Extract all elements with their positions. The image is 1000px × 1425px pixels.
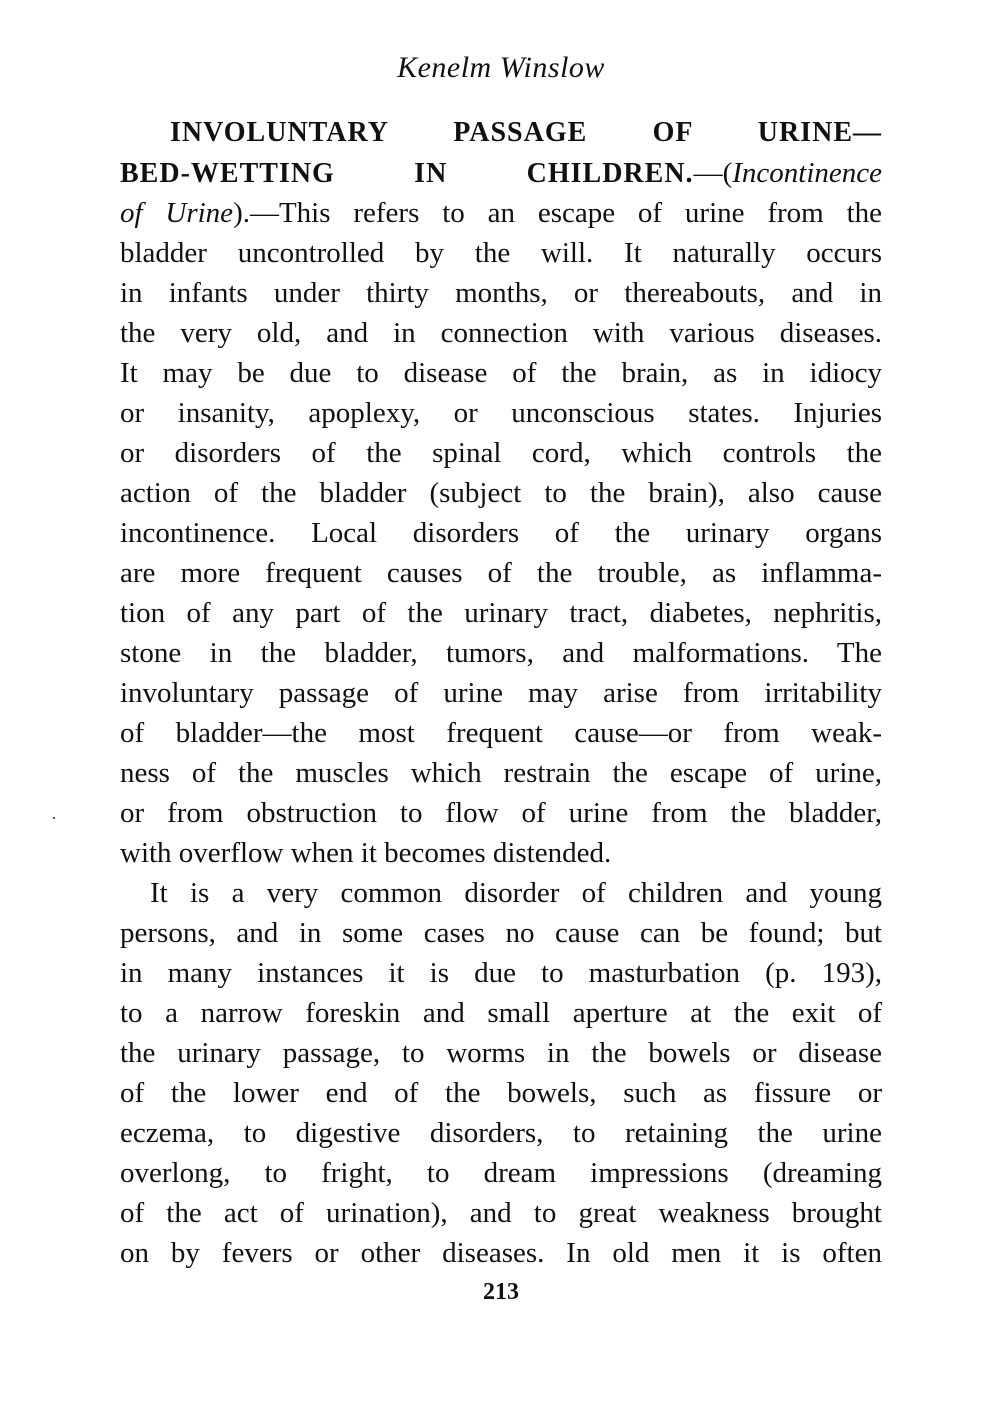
subtitle-rest: ).—This refers to an escape of urine from the (233, 197, 882, 229)
paragraph-1-line: or insanity, apoplexy, or unconscious states. Injuries (120, 397, 882, 429)
subtitle-line (120, 193, 882, 233)
heading-italic-term: Incontinence (732, 157, 882, 189)
paragraph-2-line: of the lower end of the bowels, such as fissure or (120, 1077, 882, 1109)
paragraph-1-line: or from obstruction to flow of urine from the bladder, (120, 797, 882, 829)
paragraph-2-line: of the act of urination), and to great weakness brought (120, 1197, 882, 1229)
paragraph-2-line: on by fevers or other diseases. In old men it is often (120, 1237, 882, 1269)
section-heading-line-2 (120, 153, 882, 193)
paragraph-1-line: It may be due to disease of the brain, as in idiocy (120, 357, 882, 389)
paragraph-2-line: to a narrow foreskin and small aperture at the exit of (120, 997, 882, 1029)
paragraph-1-line: involuntary passage of urine may arise from irritability (120, 677, 882, 709)
page-number: 213 (483, 1279, 519, 1305)
paragraph-1-line: or disorders of the spinal cord, which controls the (120, 437, 882, 469)
heading-dash: —( (693, 157, 733, 189)
paragraph-1-line: incontinence. Local disorders of the urinary organs (120, 517, 882, 549)
paragraph-1-line: the very old, and in connection with various diseases. (120, 317, 882, 349)
paragraph-2-line: eczema, to digestive disorders, to retaining the urine (120, 1117, 882, 1149)
paragraph-2-line: the urinary passage, to worms in the bowels or disease (120, 1037, 882, 1069)
paragraph-1-line: bladder uncontrolled by the will. It naturally occurs (120, 237, 882, 269)
scan-speck (53, 817, 55, 819)
paragraph-1-line: tion of any part of the urinary tract, diabetes, nephritis, (120, 597, 882, 629)
section-heading-line-1: INVOLUNTARY PASSAGE OF URINE— (170, 117, 882, 148)
paragraph-1-line: ness of the muscles which restrain the escape of urine, (120, 757, 882, 789)
paragraph-1-line: in infants under thirty months, or thereabouts, and in (120, 277, 882, 309)
paragraph-1-line: action of the bladder (subject to the brain), also cause (120, 477, 882, 509)
paragraph-1-line: with overflow when it becomes distended. (120, 837, 612, 869)
subtitle-italic: of Urine (120, 197, 234, 229)
paragraph-2-line: persons, and in some cases no cause can be found; but (120, 917, 882, 949)
paragraph-1-line: stone in the bladder, tumors, and malformations. The (120, 637, 882, 669)
paragraph-2-line: It is a very common disorder of children and young (150, 877, 882, 909)
body-text (120, 113, 882, 1273)
paragraph-2-line: in many instances it is due to masturbation (p. 193), (120, 957, 882, 989)
paragraph-2-line: overlong, to fright, to dream impressions (dreaming (120, 1157, 882, 1189)
running-head: Kenelm Winslow (397, 51, 605, 84)
paragraph-1-line: are more frequent causes of the trouble, as inflamma- (120, 557, 882, 589)
section-heading-part-2: BED-WETTING IN CHILDREN. (120, 158, 694, 189)
paragraph-1-line: of bladder—the most frequent cause—or from weak- (120, 717, 882, 749)
